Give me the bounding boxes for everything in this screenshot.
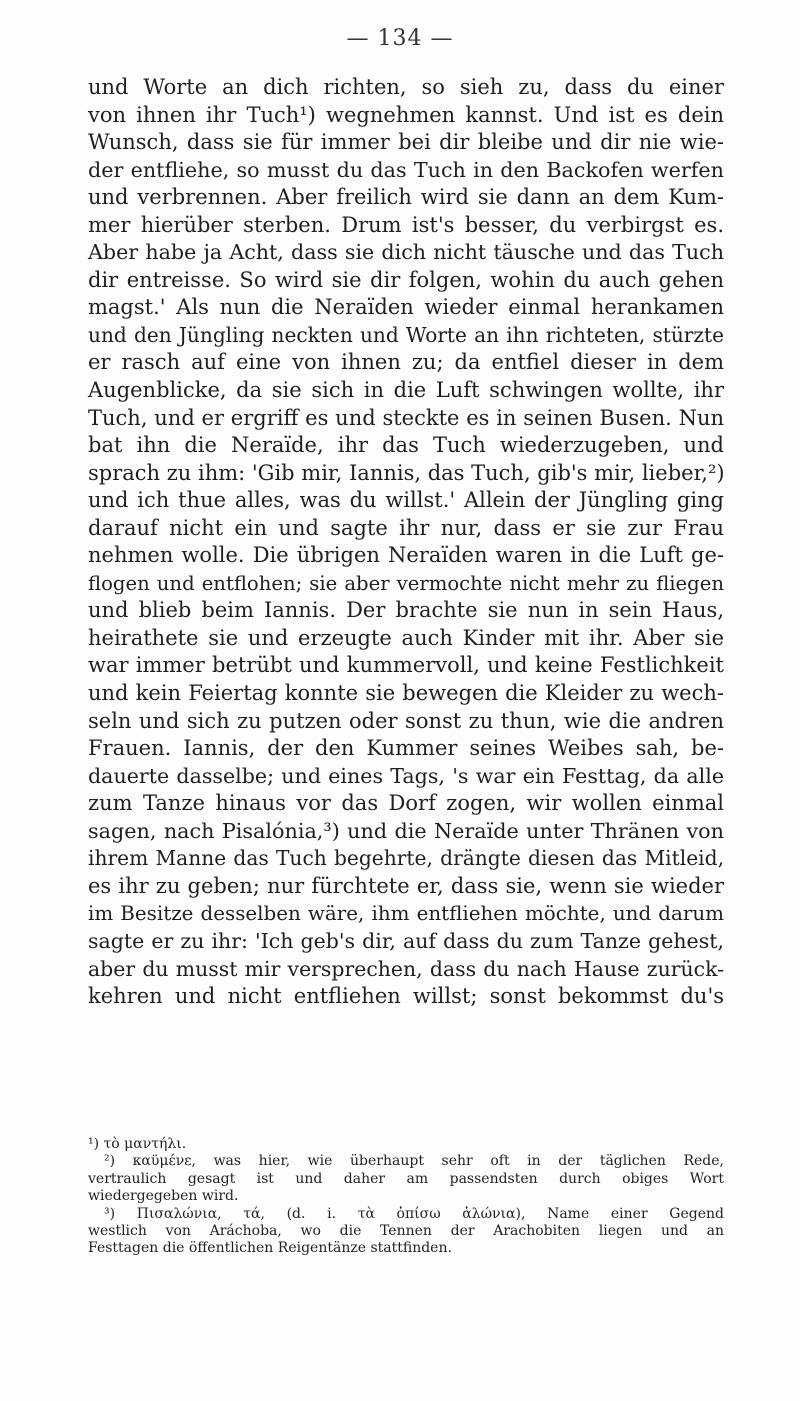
- footnotes: [88, 1136, 724, 1258]
- text-line: im Besitze desselben wäre, ihm entfliehen möchte, und darum: [88, 902, 724, 926]
- text-line: Augenblicke, da sie sich in die Luft schwingen wollte, ihr: [88, 378, 724, 403]
- footnote-line: ²) καϋμένε, was hier, wie überhaupt sehr oft in der täglichen Rede,: [104, 1153, 724, 1170]
- text-line: und ich thue alles, was du willst.' Allein der Jüngling ging: [88, 488, 724, 513]
- footnote-line: ¹) τὸ μαντήλι.: [88, 1136, 187, 1152]
- text-line: flogen und entflohen; sie aber vermochte nicht mehr zu fliegen: [88, 571, 724, 595]
- text-line: nehmen wolle. Die übrigen Neraïden waren in die Luft ge-: [88, 543, 724, 568]
- text-line: und kein Feiertag konnte sie bewegen die Kleider zu wech-: [88, 681, 724, 706]
- footnote-line: Festtagen die öffentlichen Reigentänze stattfinden.: [88, 1240, 452, 1257]
- text-line: der entfliehe, so musst du das Tuch in den Backofen werfen: [88, 157, 724, 182]
- text-line: Frauen. Iannis, der den Kummer seines Weibes sah, be-: [88, 736, 724, 761]
- text-line: bat ihn die Neraïde, ihr das Tuch wiederzugeben, und: [88, 433, 724, 458]
- text-line: aber du musst mir versprechen, dass du nach Hause zurück-: [88, 956, 724, 981]
- text-line: mer hierüber sterben. Drum ist's besser, du verbirgst es.: [88, 212, 724, 237]
- footnote-line: westlich von Aráchoba, wo die Tennen der Arachobiten liegen und an: [88, 1222, 724, 1239]
- text-line: und verbrennen. Aber freilich wird sie dann an dem Kum-: [88, 185, 724, 210]
- text-line: sagen, nach Pisalónia,³) und die Neraïde unter Thränen von: [88, 818, 724, 843]
- text-line: seln und sich zu putzen oder sonst zu thun, wie die andren: [88, 708, 724, 733]
- text-line: dir entreisse. So wird sie dir folgen, wohin du auch gehen: [88, 267, 724, 292]
- text-line: heirathete sie und erzeugte auch Kinder mit ihr. Aber sie: [88, 625, 724, 650]
- text-line: von ihnen ihr Tuch¹) wegnehmen kannst. Und ist es dein: [88, 102, 724, 127]
- footnote-line: vertraulich gesagt ist und daher am passendsten durch obiges Wort: [88, 1170, 724, 1187]
- text-line: war immer betrübt und kummervoll, und keine Festlichkeit: [88, 653, 724, 678]
- text-line: sagte er zu ihr: 'Ich geb's dir, auf dass du zum Tanze gehest,: [88, 928, 724, 953]
- text-line: zum Tanze hinaus vor das Dorf zogen, wir wollen einmal: [88, 791, 724, 816]
- text-line: Wunsch, dass sie für immer bei dir bleibe und dir nie wie-: [88, 130, 724, 155]
- text-line: Aber habe ja Acht, dass sie dich nicht täusche und das Tuch: [88, 240, 724, 265]
- text-line: magst.' Als nun die Neraïden wieder einmal herankamen: [88, 295, 724, 320]
- text-line: sprach zu ihm: 'Gib mir, Iannis, das Tuch, gib's mir, lieber,²): [88, 460, 725, 485]
- footnote-line: ³) Πισαλώνια, τά, (d. i. τὰ ὀπίσω ἁλώνια), Name einer Gegend: [104, 1205, 724, 1222]
- footnote-line: wiedergegeben wird.: [88, 1188, 239, 1205]
- text-line: dauerte dasselbe; und eines Tags, 's war ein Festtag, da alle: [88, 763, 724, 788]
- text-line: Tuch, und er ergriff es und steckte es in seinen Busen. Nun: [88, 405, 724, 430]
- body-text: [88, 74, 724, 1011]
- text-line: darauf nicht ein und sagte ihr nur, dass er sie zur Frau: [88, 515, 724, 540]
- text-line: es ihr zu geben; nur fürchtete er, dass sie, wenn sie wieder: [88, 873, 724, 898]
- text-line: ihrem Manne das Tuch begehrte, drängte diesen das Mitleid,: [88, 846, 724, 871]
- page-number: — 134 —: [346, 26, 454, 51]
- text-line: kehren und nicht entfliehen willst; sonst bekommst du's: [88, 984, 724, 1009]
- text-line: und blieb beim Iannis. Der brachte sie nun in sein Haus,: [88, 598, 724, 623]
- text-line: und Worte an dich richten, so sieh zu, dass du einer: [88, 75, 724, 99]
- text-line: er rasch auf eine von ihnen zu; da entfiel dieser in dem: [88, 350, 724, 375]
- text-line: und den Jüngling neckten und Worte an ihn richteten, stürzte: [88, 322, 724, 347]
